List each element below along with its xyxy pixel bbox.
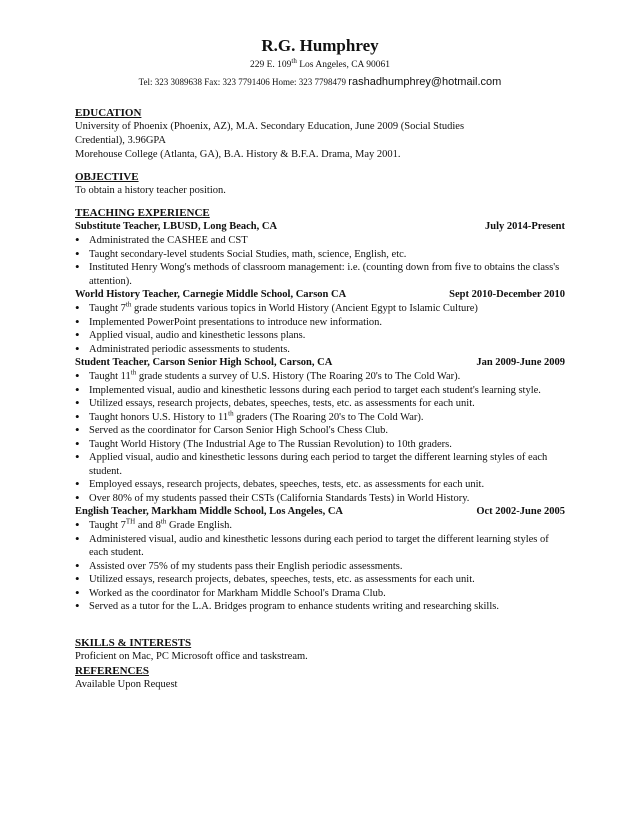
- list-item: • Administrated periodic assessments to students.: [75, 343, 565, 357]
- list-item: • Taught secondary-level students Social Studies, math, science, English, etc.: [75, 248, 565, 262]
- job-bullets: [75, 519, 565, 614]
- list-item: • Taught honors U.S. History to 11th graders (The Roaring 20's to The Cold War).: [75, 411, 565, 425]
- references-title: REFERENCES: [75, 664, 149, 677]
- references-text: Available Upon Request: [75, 678, 178, 690]
- email-link[interactable]: rashadhumphrey@hotmail.com: [348, 76, 502, 88]
- skills-text: Proficient on Mac, PC Microsoft office and taskstream.: [75, 650, 308, 662]
- education-line: University of Phoenix (Phoenix, AZ), M.A. Secondary Education, June 2009 (Social Studies: [75, 121, 465, 132]
- job-date: Oct 2002-June 2005: [476, 506, 565, 517]
- job-date: July 2014-Present: [484, 221, 565, 232]
- job-header: [75, 220, 565, 234]
- job-date: Jan 2009-June 2009: [476, 357, 565, 368]
- job-bullets: [75, 234, 565, 288]
- job-header: [75, 288, 565, 302]
- job-role: World History Teacher, Carnegie Middle School, Carson CA: [75, 289, 347, 300]
- resume-name: R.G. Humphrey: [261, 36, 379, 55]
- list-item: • Assisted over 75% of my students pass their English periodic assessments.: [75, 560, 565, 574]
- job-header: [75, 505, 565, 519]
- objective-title: OBJECTIVE: [75, 171, 139, 183]
- job-header: [75, 356, 565, 370]
- list-item: • Served as a tutor for the L.A. Bridges program to enhance students writing and researching skills.: [75, 600, 565, 614]
- address: [75, 56, 565, 70]
- list-item: • Administrated the CASHEE and CST: [75, 234, 565, 248]
- list-item: • Applied visual, audio and kinesthetic lessons plans.: [75, 329, 565, 343]
- contact-line: [75, 76, 565, 88]
- job-role: Substitute Teacher, LBUSD, Long Beach, CA: [75, 221, 278, 232]
- job-bullets: [75, 370, 565, 505]
- education-line: Morehouse College (Atlanta, GA), B.A. History & B.F.A. Drama, May 2001.: [75, 149, 401, 160]
- address-street: 229 E. 109: [249, 60, 292, 70]
- list-item: • Taught 11th grade students a survey of U.S. History (The Roaring 20's to The Cold War).: [75, 370, 565, 384]
- address-city: Los Angeles, CA 90061: [296, 60, 391, 70]
- education-title: EDUCATION: [75, 107, 142, 119]
- experience-title: TEACHING EXPERIENCE: [75, 207, 210, 219]
- list-item: • Instituted Henry Wong's methods of classroom management: i.e. (counting down from five to obtains the class's attention).: [75, 261, 565, 288]
- list-item: • Utilized essays, research projects, debates, speeches, tests, etc. as assessments for each unit.: [75, 573, 565, 587]
- list-item: • Taught 7th grade students various topics in World History (Ancient Egypt to Islamic Culture): [75, 302, 565, 316]
- list-item: • Implemented visual, audio and kinesthetic lessons during each period to target each student's learning style.: [75, 384, 565, 398]
- list-item: • Worked as the coordinator for Markham Middle School's Drama Club.: [75, 587, 565, 601]
- list-item: • Taught World History (The Industrial Age to The Russian Revolution) to 10th graders.: [75, 438, 565, 452]
- list-item: • Taught 7TH and 8th Grade English.: [75, 519, 565, 533]
- list-item: • Administered visual, audio and kinesthetic lessons during each period to target the different learning styles of each student.: [75, 533, 565, 560]
- skills-title: SKILLS & INTERESTS: [75, 636, 192, 649]
- list-item: • Applied visual, audio and kinesthetic lessons during each period to target the different learning styles of each student.: [75, 451, 565, 478]
- list-item: • Over 80% of my students passed their CSTs (California Standards Tests) in World History.: [75, 492, 565, 506]
- education-line: Credential), 3.96GPA: [75, 135, 166, 146]
- contact-phones: Tel: 323 3089638 Fax: 323 7791406 Home: 323 7798479: [138, 77, 347, 87]
- job-role: Student Teacher, Carson Senior High School, Carson, CA: [75, 357, 333, 368]
- list-item: • Employed essays, research projects, debates, speeches, tests, etc. as assessments for each unit.: [75, 478, 565, 492]
- list-item: • Implemented PowerPoint presentations to introduce new information.: [75, 316, 565, 330]
- address-sup: th: [291, 56, 297, 65]
- job-date: Sept 2010-December 2010: [449, 289, 565, 300]
- list-item: • Served as the coordinator for Carson Senior High School's Chess Club.: [75, 424, 565, 438]
- objective-text: To obtain a history teacher position.: [75, 185, 226, 196]
- list-item: • Utilized essays, research projects, debates, speeches, tests, etc. as assessments for each unit.: [75, 397, 565, 411]
- resume-page: [75, 36, 565, 692]
- job-role: English Teacher, Markham Middle School, Los Angeles, CA: [75, 506, 343, 517]
- job-bullets: [75, 302, 565, 356]
